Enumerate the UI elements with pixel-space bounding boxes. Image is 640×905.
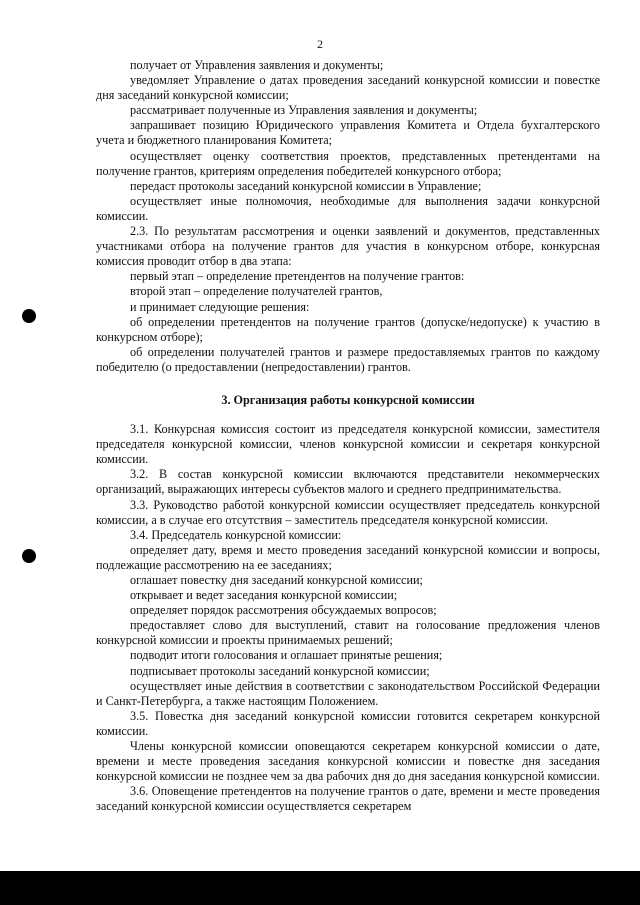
paragraph: об определении претендентов на получение грантов (допуске/недопуске) к участию в конкурсном отборе); xyxy=(96,314,600,344)
paragraph: рассматривает полученные из Управления заявления и документы; xyxy=(130,103,478,118)
paragraph: осуществляет оценку соответствия проектов, представленных претендентами на получение грантов, критериям определения победителей конкурсного отбора; xyxy=(96,148,600,178)
section-heading: 3. Организация работы конкурсной комиссии xyxy=(221,392,475,407)
punch-hole-mark xyxy=(22,309,36,323)
paragraph: 3.5. Повестка дня заседаний конкурсной комиссии готовится секретарем конкурсной комиссии. xyxy=(96,708,600,738)
paragraph: оглашает повестку дня заседаний конкурсной комиссии; xyxy=(130,573,423,587)
paragraph: первый этап – определение претендентов на получение грантов: xyxy=(130,269,465,284)
paragraph: второй этап – определение получателей грантов, xyxy=(130,284,383,299)
paragraph: определяет порядок рассмотрения обсуждаемых вопросов; xyxy=(130,603,437,618)
paragraph: уведомляет Управление о датах проведения заседаний конкурсной комиссии и повестке дня заседаний конкурсной комиссии; xyxy=(96,73,600,103)
paragraph: 3.2. В состав конкурсной комиссии включаются представители некоммерческих организаций, выражающих интересы субъектов малого и среднего предпринимательства. xyxy=(96,467,600,497)
paragraph: определяет дату, время и место проведения заседаний конкурсной комиссии и вопросы, подлежащие рассмотрению на ее заседаниях; xyxy=(96,542,600,572)
paragraph: подводит итоги голосования и оглашает принятые решения; xyxy=(130,648,443,663)
paragraph: 3.4. Председатель конкурсной комиссии: xyxy=(130,527,342,542)
punch-hole-mark xyxy=(22,549,36,563)
paragraph: получает от Управления заявления и документы; xyxy=(130,58,384,72)
paragraph: запрашивает позицию Юридического управления Комитета и Отдела бухгалтерского учета и бюджетного планирования Комитета; xyxy=(96,118,600,148)
paragraph: осуществляет иные действия в соответствии с законодательством Российской Федерации и Санкт-Петербурга, а также настоящим Положением. xyxy=(96,678,600,708)
paragraph: осуществляет иные полномочия, необходимые для выполнения задачи конкурсной комиссии. xyxy=(96,193,600,223)
paragraph: об определении получателей грантов и размере предоставляемых грантов по каждому победителю (о предоставлении (непредоставлении) грантов. xyxy=(96,344,600,374)
paragraph: 3.1. Конкурсная комиссия состоит из председателя конкурсной комиссии, заместителя председателя конкурсной комиссии, членов конкурсной комиссии и секретаря конкурсной комиссии. xyxy=(96,422,600,467)
paragraph: открывает и ведет заседания конкурсной комиссии; xyxy=(130,588,398,603)
paragraph: предоставляет слово для выступлений, ставит на голосование предложения членов конкурсной комиссии и проекты принимаемых решений; xyxy=(96,618,600,648)
page-number: 2 xyxy=(317,37,323,51)
paragraph: 3.3. Руководство работой конкурсной комиссии осуществляет председатель конкурсной комиссии, а в случае его отсутствия – заместитель председателя конкурсной комиссии. xyxy=(96,497,600,527)
document-body xyxy=(96,58,600,815)
paragraph: Члены конкурсной комиссии оповещаются секретарем конкурсной комиссии о дате, времени и месте проведения заседания конкурсной комиссии и повестке дня заседания конкурсной комиссии не позднее чем за два рабочих дня до дня заседания конкурсной комиссии. xyxy=(96,739,600,784)
paragraph: 2.3. По результатам рассмотрения и оценки заявлений и документов, представленных участниками отбора на получение грантов для участия в конкурсном отборе, конкурсная комиссия проводит отбор в два этапа: xyxy=(96,224,600,269)
paragraph: передаст протоколы заседаний конкурсной комиссии в Управление; xyxy=(130,178,482,193)
paragraph: 3.6. Оповещение претендентов на получение грантов о дате, времени и месте проведения заседаний конкурсной комиссии осуществляется секретарем xyxy=(96,784,600,814)
scan-border xyxy=(0,871,640,905)
paragraph: и принимает следующие решения: xyxy=(130,299,310,314)
paragraph: подписывает протоколы заседаний конкурсной комиссии; xyxy=(130,663,430,678)
